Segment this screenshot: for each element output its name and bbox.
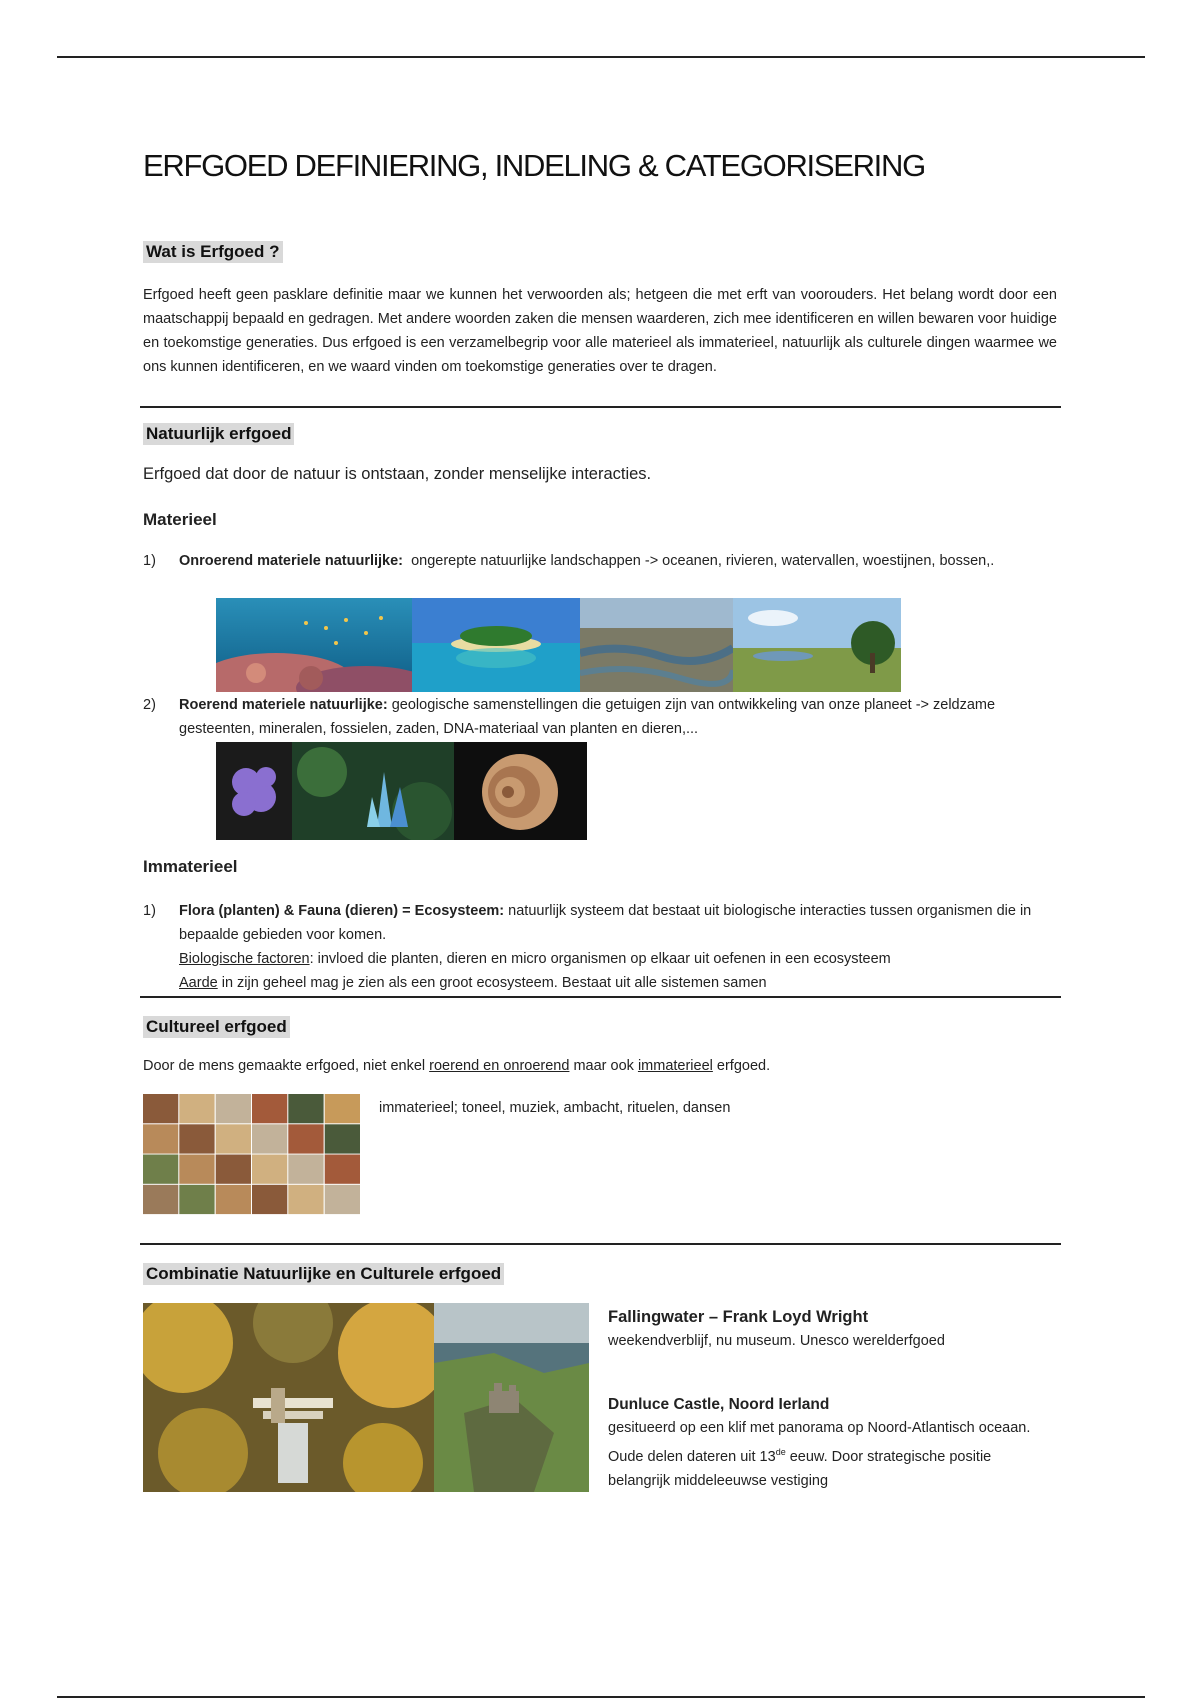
ammonite-fossil-image — [454, 742, 587, 840]
fallingwater-image — [143, 1303, 434, 1492]
collage-tile — [143, 1094, 178, 1123]
tropical-island-image — [412, 598, 580, 692]
heading-wat-is-erfgoed: Wat is Erfgoed ? — [143, 241, 283, 263]
collage-tile — [179, 1094, 214, 1123]
collage-tile — [325, 1155, 360, 1184]
collage-tile — [179, 1185, 214, 1214]
collage-tile — [179, 1124, 214, 1153]
collage-tile — [179, 1155, 214, 1184]
intro-text: maar ook — [569, 1058, 638, 1074]
dunluce-castle-image — [434, 1303, 589, 1492]
collage-tile — [288, 1185, 323, 1214]
collage-tile — [216, 1155, 251, 1184]
item-description: natuurlijk systeem dat bestaat uit biologische interacties tussen organismen die in bepaalde gebieden voor komen. — [179, 903, 1032, 943]
definition-paragraph: Erfgoed heeft geen pasklare definitie maar we kunnen het verwoorden als; hetgeen die met erft van voorouders. Het belang wordt door een maatschappij bepaald en gedragen. Met andere woorden zaken die mensen waarderen, zich mee identificeren en willen bewaren voor huidige en toekomstige generaties. Dus erfgoed is een verzamelbegrip voor alle materieel als immaterieel, natuurlijk als culturele dingen waarmee we ons kunnen identificeren, en we waard vinden om toekomstige generaties over te dragen. — [143, 287, 1057, 375]
item-description: ongerepte natuurlijke landschappen -> oceanen, rivieren, watervallen, woestijnen, bossen,. — [411, 553, 995, 569]
intro-text: erfgoed. — [712, 1058, 771, 1074]
heading-combinatie: Combinatie Natuurlijke en Culturele erfgoed — [143, 1263, 504, 1285]
collage-tile — [252, 1185, 287, 1214]
cultureel-intro — [143, 1058, 770, 1074]
mineral-image-strip — [216, 742, 587, 840]
list-item-ecosysteem — [179, 899, 1059, 995]
collage-tile — [216, 1124, 251, 1153]
fallingwater-description: weekendverblijf, nu museum. Unesco werelderfgoed — [608, 1333, 945, 1349]
collage-tile — [143, 1124, 178, 1153]
roerend-onroerend-term: roerend en onroerend — [429, 1058, 570, 1074]
dunluce-title: Dunluce Castle, Noord Ierland — [608, 1396, 830, 1413]
collage-tile — [143, 1155, 178, 1184]
cultural-heritage-collage-image — [143, 1094, 361, 1215]
crystal-forest-image — [292, 742, 454, 840]
collage-tile — [252, 1124, 287, 1153]
amethyst-crystal-image — [216, 742, 292, 840]
item-term: Roerend materiele natuurlijke: — [179, 697, 388, 713]
list-number: 1) — [143, 553, 156, 569]
collage-tile — [252, 1155, 287, 1184]
combined-heritage-images — [143, 1303, 589, 1492]
collage-tile — [288, 1155, 323, 1184]
collage-tile — [216, 1185, 251, 1214]
collage-tile — [216, 1094, 251, 1123]
collage-tile — [288, 1124, 323, 1153]
dunluce-text: eeuw. Door strategische positie belangrijk middeleeuwse vestiging — [608, 1448, 992, 1489]
coral-reef-image — [216, 598, 412, 692]
list-item-roerend — [179, 693, 1059, 741]
fallingwater-title: Fallingwater – Frank Loyd Wright — [608, 1308, 869, 1326]
ordinal-suffix: de — [775, 1447, 786, 1457]
section-divider — [140, 996, 1061, 998]
natuurlijk-intro: Erfgoed dat door de natuur is ontstaan, zonder menselijke interacties. — [143, 465, 652, 483]
dunluce-description — [608, 1416, 1038, 1493]
subheading-immaterieel: Immaterieel — [143, 857, 238, 876]
subheading-materieel: Materieel — [143, 510, 217, 529]
heathland-image — [733, 598, 901, 692]
intro-text: Door de mens gemaakte erfgoed, niet enkel — [143, 1058, 430, 1074]
biologische-factoren-term: Biologische factoren — [179, 951, 310, 967]
section-divider — [140, 1243, 1061, 1245]
top-rule — [57, 56, 1145, 58]
item-term: Flora (planten) & Fauna (dieren) = Ecosysteem: — [179, 903, 505, 919]
biologische-factoren-text: : invloed die planten, dieren en micro organismen op elkaar uit oefenen in een ecosysteem — [309, 951, 891, 967]
aarde-text: in zijn geheel mag je zien als een groot ecosysteem. Bestaat uit alle sistemen samen — [217, 975, 767, 991]
collage-tile — [288, 1094, 323, 1123]
aarde-term: Aarde — [179, 975, 218, 991]
collage-tile — [252, 1094, 287, 1123]
list-item-onroerend — [179, 549, 1059, 573]
collage-tile — [325, 1094, 360, 1123]
tidal-flats-image — [580, 598, 733, 692]
heading-cultureel-erfgoed: Cultureel erfgoed — [143, 1016, 290, 1038]
collage-caption: immaterieel; toneel, muziek, ambacht, rituelen, dansen — [379, 1100, 731, 1116]
heading-natuurlijk-erfgoed: Natuurlijk erfgoed — [143, 423, 294, 445]
collage-tile — [325, 1185, 360, 1214]
item-term: Onroerend materiele natuurlijke: — [179, 553, 404, 569]
bottom-rule — [57, 1696, 1145, 1698]
landscape-image-strip — [216, 598, 901, 692]
list-number: 1) — [143, 903, 156, 919]
collage-tile — [325, 1124, 360, 1153]
page-title: ERFGOED DEFINIERING, INDELING & CATEGORISERING — [143, 148, 925, 183]
immaterieel-term: immaterieel — [637, 1058, 713, 1074]
dunluce-text: gesitueerd op een klif met panorama op Noord-Atlantisch oceaan. Oude delen dateren uit 13 — [608, 1420, 1031, 1465]
collage-tile — [143, 1185, 178, 1214]
item-description: geologische samenstellingen die getuigen zijn van ontwikkeling van onze planeet -> zeldzame gesteenten, mineralen, fossielen, zaden, DNA-materiaal van planten en dieren,... — [179, 697, 996, 737]
section-divider — [140, 406, 1061, 408]
list-number: 2) — [143, 697, 156, 713]
